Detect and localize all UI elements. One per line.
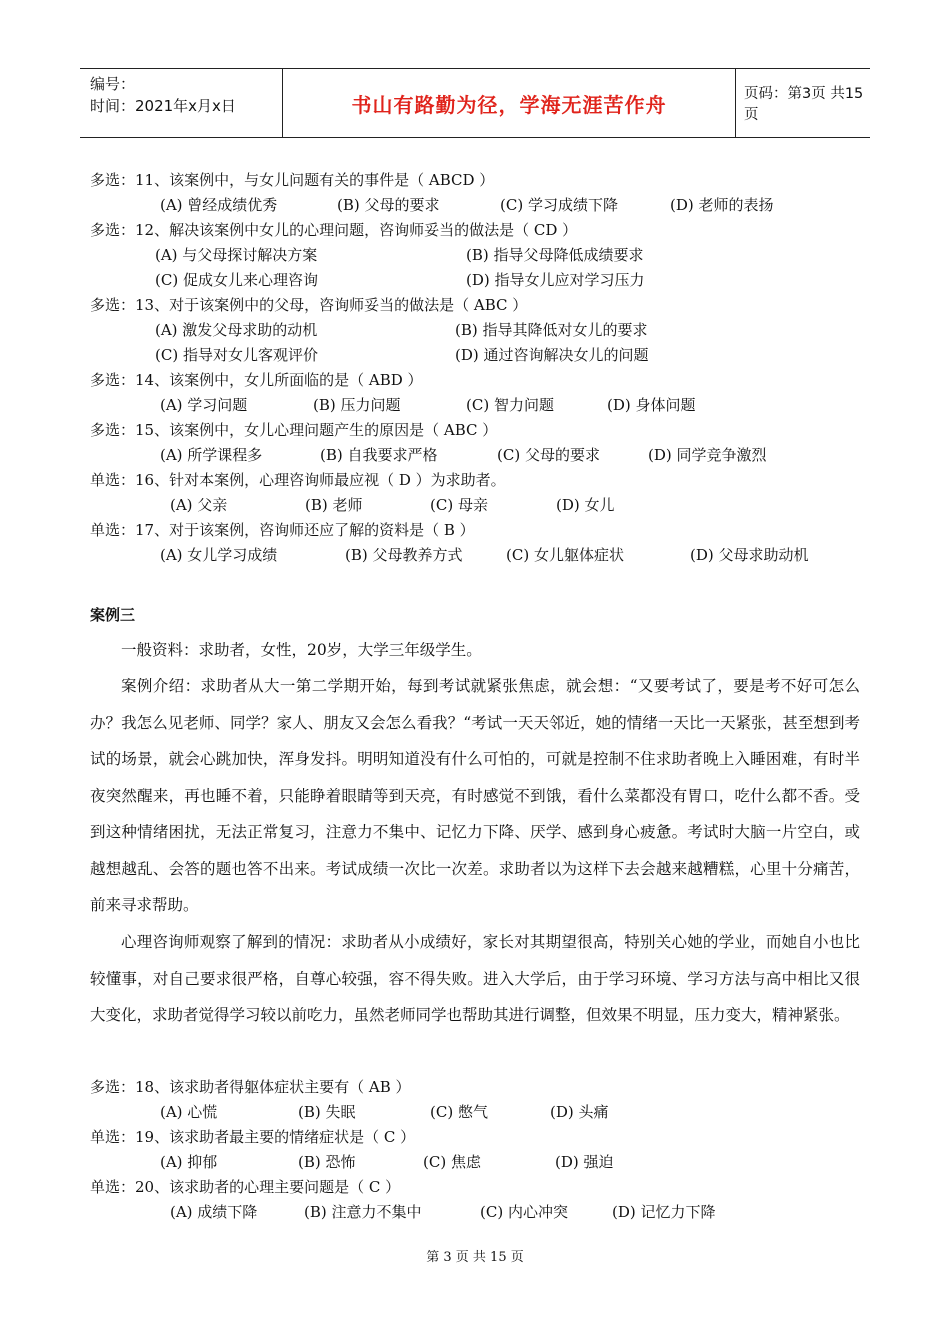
option: (B) 压力问题 [313,396,401,414]
option: (B) 父母的要求 [337,196,440,214]
question-stem: 单选：17、对于该案例，咨询师还应了解的资料是（ B ） [90,521,475,539]
option: (B) 注意力不集中 [304,1203,422,1221]
option: (B) 恐怖 [298,1153,356,1171]
question-stem: 单选：16、针对本案例，心理咨询师最应视（ D ）为求助者。 [90,471,506,489]
number-label: 编号： [90,75,136,93]
option: (A) 父亲 [170,496,228,514]
document-header [80,68,870,138]
option: (D) 通过咨询解决女儿的问题 [455,346,649,364]
question-stem: 多选：18、该求助者得躯体症状主要有（ AB ） [90,1078,411,1096]
option: (C) 女儿躯体症状 [506,546,624,564]
header-page-cell [734,69,870,137]
option: (D) 强迫 [555,1153,614,1171]
question-stem: 单选：19、该求助者最主要的情绪症状是（ C ） [90,1128,416,1146]
question-stem: 多选：13、对于该案例中的父母，咨询师妥当的做法是（ ABC ） [90,296,528,314]
option: (C) 憋气 [430,1103,488,1121]
option: (A) 激发父母求助的动机 [155,321,318,339]
option: (B) 失眠 [298,1103,356,1121]
option: (C) 智力问题 [466,396,554,414]
option: (A) 成绩下降 [170,1203,258,1221]
option: (D) 身体问题 [607,396,696,414]
date-label: 时间：2021年x月x日 [90,97,236,115]
case-intro-paragraph: 案例介绍：求助者从大一第二学期开始，每到考试就紧张焦虑，就会想：“又要考试了，要是考不好可怎么办？我怎么见老师、同学？家人、朋友又会怎么看我？“考试一天天邻近，她的情绪一天比一天紧张，甚至想到考试的场景，就会心跳加快，浑身发抖。明明知道没有什么可怕的，可就是控制不住求助者晚上入睡困难，有时半夜突然醒来，再也睡不着，只能睁着眼睛等到天亮，有时感觉不到饿，看什么菜都没有胃口，吃什么都不香。受到这种情绪困扰，无法正常复习，注意力不集中、记忆力下降、厌学、感到身心疲惫。考试时大脑一片空白，或越想越乱、会答的题也答不出来。考试成绩一次比一次差。求助者以为这样下去会越来越糟糕，心里十分痛苦，前来寻求帮助。 [90,677,860,914]
option: (A) 曾经成绩优秀 [160,196,278,214]
option: (A) 女儿学习成绩 [160,546,278,564]
option: (A) 心慌 [160,1103,218,1121]
header-meta [80,69,282,137]
option: (C) 指导对女儿客观评价 [155,346,318,364]
option: (C) 学习成绩下降 [500,196,618,214]
option: (C) 促成女儿来心理咨询 [155,271,318,289]
option: (B) 自我要求严格 [320,446,438,464]
option: (D) 头痛 [550,1103,609,1121]
option: (C) 内心冲突 [480,1203,568,1221]
option: (D) 父母求助动机 [690,546,809,564]
option: (B) 父母教养方式 [345,546,463,564]
question-stem: 多选：11、该案例中，与女儿问题有关的事件是（ ABCD ） [90,171,495,189]
option: (C) 父母的要求 [497,446,600,464]
option: (A) 抑郁 [160,1153,218,1171]
option: (D) 指导女儿应对学习压力 [466,271,645,289]
option: (C) 焦虑 [423,1153,481,1171]
option: (B) 指导父母降低成绩要求 [466,246,644,264]
section-title: 案例三 [90,606,136,624]
question-stem: 多选：15、该案例中，女儿心理问题产生的原因是（ ABC ） [90,421,498,439]
observation-paragraph: 心理咨询师观察了解到的情况：求助者从小成绩好，家长对其期望很高，特别关心她的学业，而她自小也比较懂事，对自己要求很严格，自尊心较强，容不得失败。进入大学后，由于学习环境、学习方法与高中相比又很大变化，求助者觉得学习较以前吃力，虽然老师同学也帮助其进行调整，但效果不明显，压力变大，精神紧张。 [90,933,860,1024]
question-stem: 单选：20、该求助者的心理主要问题是（ C ） [90,1178,401,1196]
question-stem: 多选：12、解决该案例中女儿的心理问题，咨询师妥当的做法是（ CD ） [90,221,578,239]
general-info-paragraph: 一般资料：求助者，女性，20岁，大学三年级学生。 [121,641,482,659]
option: (D) 老师的表扬 [670,196,774,214]
page-label: 页码：第3页 共15页 [744,86,864,123]
option: (B) 老师 [305,496,363,514]
page-footer: 第 3 页 共 15 页 [426,1250,524,1265]
option: (A) 与父母探讨解决方案 [155,246,318,264]
option: (A) 所学课程多 [160,446,263,464]
motto: 书山有路勤为径，学海无涯苦作舟 [351,92,667,117]
option: (D) 女儿 [556,496,615,514]
option: (A) 学习问题 [160,396,248,414]
question-stem: 多选：14、该案例中，女儿所面临的是（ ABD ） [90,371,423,389]
option: (D) 同学竞争激烈 [648,446,767,464]
header-motto-cell [282,69,736,137]
option: (D) 记忆力下降 [612,1203,716,1221]
option: (B) 指导其降低对女儿的要求 [455,321,648,339]
option: (C) 母亲 [430,496,488,514]
